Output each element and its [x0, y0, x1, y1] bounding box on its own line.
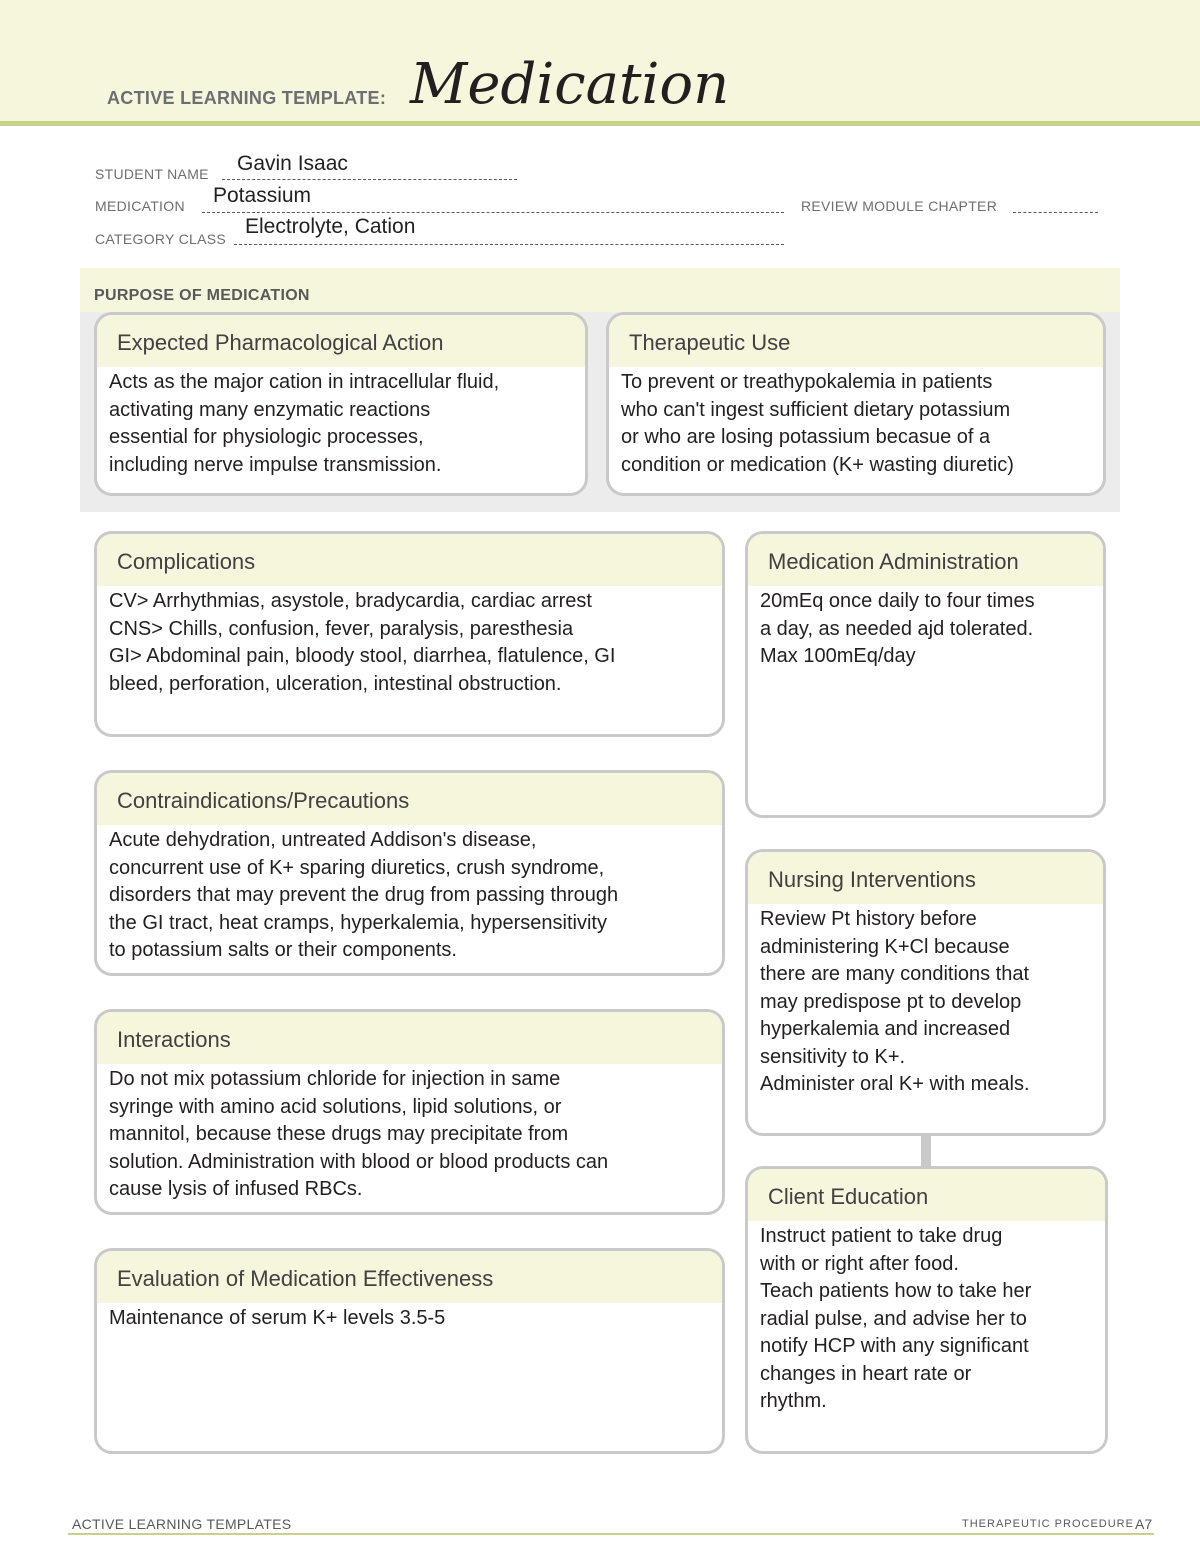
footer-left: ACTIVE LEARNING TEMPLATES — [72, 1516, 292, 1532]
medication-administration-text[interactable]: 20mEq once daily to four times a day, as needed ajd tolerated. Max 100mEq/day — [760, 590, 1035, 667]
student-name-label: STUDENT NAME — [95, 166, 209, 182]
medication-label: MEDICATION — [95, 198, 185, 214]
complications-card — [94, 531, 725, 737]
review-module-label: REVIEW MODULE CHAPTER — [801, 198, 998, 214]
contraindications-title: Contraindications/Precautions — [97, 773, 722, 825]
page-title: Medication — [410, 52, 730, 117]
client-education-text[interactable]: Instruct patient to take drug with or right after food. Teach patients how to take her radial pulse, and advise her to notify HCP with any significant changes in heart rate or rhythm. — [760, 1225, 1032, 1412]
nursing-interventions-card — [745, 849, 1106, 1136]
student-name-line — [222, 179, 517, 180]
medication-administration-title: Medication Administration — [748, 534, 1103, 586]
evaluation-text[interactable]: Maintenance of serum K+ levels 3.5-5 — [109, 1307, 446, 1329]
therapeutic-use-title: Therapeutic Use — [609, 315, 1103, 367]
medication-administration-card — [745, 531, 1106, 818]
template-label: ACTIVE LEARNING TEMPLATE: — [107, 88, 387, 108]
footer-page-number: A7 — [1135, 1516, 1153, 1532]
category-class-label: CATEGORY CLASS — [95, 231, 227, 247]
medication-line — [202, 212, 784, 213]
complications-text[interactable]: CV> Arrhythmias, asystole, bradycardia, cardiac arrest CNS> Chills, confusion, fever, paralysis, paresthesia GI> Abdominal pain, bloody stool, diarrhea, flatulence, GI bleed, perforation, ulceration, intestinal obstruction. — [109, 590, 616, 695]
student-name-field[interactable]: Gavin Isaac — [237, 152, 348, 175]
expected-action-title: Expected Pharmacological Action — [97, 315, 585, 367]
nursing-interventions-title: Nursing Interventions — [748, 852, 1103, 904]
contraindications-text[interactable]: Acute dehydration, untreated Addison's disease, concurrent use of K+ sparing diuretics, crush syndrome, disorders that may prevent the drug from passing through the GI tract, heat cramps, hyperkalemia, hypersensitivity to potassium salts or their components. — [109, 829, 619, 961]
contraindications-card — [94, 770, 725, 976]
connector-bar — [921, 1136, 931, 1166]
expected-action-card — [94, 312, 588, 496]
purpose-label: PURPOSE OF MEDICATION — [94, 287, 310, 304]
therapeutic-use-card — [606, 312, 1106, 496]
category-class-line — [234, 244, 784, 245]
nursing-interventions-text[interactable]: Review Pt history before administering K+Cl because there are many conditions that may predispose pt to develop hyperkalemia and increased sensitivity to K+. Administer oral K+ with meals. — [760, 908, 1030, 1095]
footer-rule — [68, 1533, 1154, 1535]
medication-field[interactable]: Potassium — [213, 184, 312, 207]
interactions-text[interactable]: Do not mix potassium chloride for injection in same syringe with amino acid solutions, lipid solutions, or mannitol, because these drugs may precipitate from solution. Administration with blood or blood products can cause lysis of infused RBCs. — [109, 1068, 609, 1200]
evaluation-card — [94, 1248, 725, 1454]
expected-action-text[interactable]: Acts as the major cation in intracellular fluid, activating many enzymatic reactions essential for physiologic processes, including nerve impulse transmission. — [109, 371, 500, 476]
interactions-title: Interactions — [97, 1012, 722, 1064]
complications-title: Complications — [97, 534, 722, 586]
client-education-card — [745, 1166, 1108, 1454]
review-module-field[interactable] — [1013, 212, 1098, 213]
interactions-card — [94, 1009, 725, 1215]
footer-right: THERAPEUTIC PROCEDURE — [962, 1518, 1134, 1530]
category-class-field[interactable]: Electrolyte, Cation — [245, 215, 416, 238]
therapeutic-use-text[interactable]: To prevent or treathypokalemia in patients who can't ingest sufficient dietary potassium or who are losing potassium becasue of a condition or medication (K+ wasting diuretic) — [621, 371, 1014, 476]
header-rule — [0, 121, 1200, 126]
evaluation-title: Evaluation of Medication Effectiveness — [97, 1251, 722, 1303]
client-education-title: Client Education — [748, 1169, 1105, 1221]
